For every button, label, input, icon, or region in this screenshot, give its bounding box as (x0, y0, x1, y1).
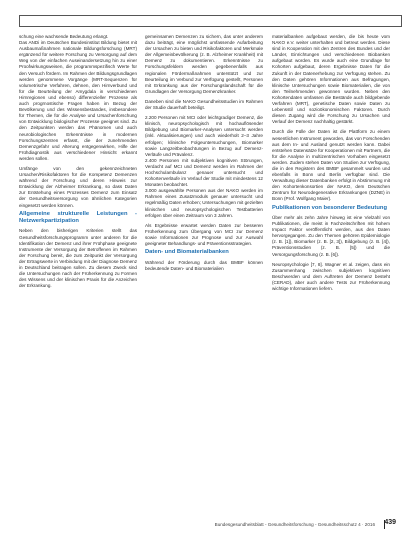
column-left (19, 34, 137, 289)
page-number: 439 (384, 519, 396, 526)
paragraph: Als Ergebnisse erwartet werden Daten zur besseren Früherkennung zum Übergang von MCI zur Demenz sowie Informationen zur Prognose und zur Auswahl geeigneter Behandlungs- und Präventionsstrategien. (145, 222, 263, 246)
paragraph: Umfänge von den gekennzeichneten Ursachen/Risikofaktoren für die Kompetenz Demenzen während der Forschung und deren Hinweis zur Entwicklung der Alzheimer Erkrankung, so dass Daten zur Entstehung eines Prozesses Demenz zum Einsatz der Gesundheitsversorgung von ähnlichen Kategorien eingesetzt werden können. (19, 165, 137, 208)
paragraph: Durch die Fülle der Daten ist die Plattform zu einem wesentlichen Instrument geworden, das von Forschenden aus dem In- und Ausland genutzt werden kann. Dabei entstehen Datensätze für Kooperationen mit Partnern, die für die Analyse in multizentrischen Vorhaben eingesetzt werden. Zudem stehen Daten von Studien zur Verfügung, die in den Registern des BMBF gesammelt wurden und ebenfalls in Bonn und Berlin verfügbar sind. Die Verwaltung dieser Datenbanken erfolgt in Abstimmung mit den Kohortenkonsortien der NAKO, dem Deutschen Zentrum für Neurodegenerative Erkrankungen (DZNE) in Bonn (Prof. Wolfgang Maier). (272, 129, 390, 202)
journal-citation: Bundesgesundheitsblatt - Gesundheitsforschung - Gesundheitsschutz 4 · 2016 (214, 522, 375, 527)
paragraph: Neben den bisherigen Kriterien stellt das Gesundheitsforschungsprogramm unter anderen für die Identifikation der Demenz und ihrer Frühphase geeignete Instrumente der Versorgung der Betroffenen im Rahmen der Forschung bereit, die zum Zeitpunkt der Versorgung der Ertragswerte in Verbindung mit der Diagnose Demenz in Deutschland beitragen sollen. Zu diesem Zweck sind die Untersuchungen nach der Früherkennung zu Formen des Wissens und der klinischen Praxis für die Anzeichen der Erkrankung. (19, 228, 137, 289)
paragraph: Daneben sind die NAKO Gesundheitsstudien im Rahmen der Studie dauerhaft beteiligt. (145, 98, 263, 111)
paragraph: schung eine wachsende Bedeutung erlangt. (19, 34, 109, 39)
paragraph: Während der Förderung durch das BMBF können bedeutende Daten- und Biomaterialien (145, 259, 263, 271)
section-heading: Publikationen von besonderer Bedeutung (272, 204, 387, 211)
paragraph: Das ANDi im Deutschen Bundesinstitut Bildung bietet mit Ausbaumaßnahmen nationale Bildungsforschung (MRT) ergänzend für weitere Forschung zu Versorgung auf dem Weg von der einfachen Auseinandersetzung hin zu einer Proofwirkungsweisen, die programmspezifisch Werte für den Versuch fördern. Im Rahmen der Bildungsgrundlagen werden genommene Vorgänge (MRT-Sequenzen für volumetrische Verfahren, dehnen, den Hirnverbund und für die Beurteilung der Amygdala in verschiedenen Hirnregionen und ebenso) differenzieller Prozesse als auch progrnostische Fragen haben im Bezug der Bevölkerung und des Wissensbestandes, insbesondere für Themen, die für die Analyse und Ursachenforschung von Entwicklung biologischer Prozesse geeignet sind. Zu den Zeitpunkten werden das Phänomen und auch neurobiologischen Erkenntnisse in modernen Forschungszentren erfasst, die der zunehmenden Demenzgefahr und Alterung entgegenwirken, Hilfe der Frühdiagnostik aus verschiedener Hinsicht erkannt werden sollen. (19, 40, 137, 161)
page-footer (0, 519, 413, 533)
list-item: 2.400 Personen mit subjektiven kognitiven Störungen, Verdacht auf MCI und Demenz werden im Rahmen der Hochschulambulanz genauer untersucht und Kohortenverläufe im Verlauf der Studie mit mindestens 12 Monaten beobachtet. (145, 157, 263, 188)
column-middle (145, 34, 263, 272)
paragraph: Neuropsychologie [7, 8]. Wagner et al. zeigen, dass ein Zusammenhang zwischen subjektiven kognitiven Beschwerden und dem Auftreten der Demenz besteht (CERAD), aber auch andere Tests zur Früherkennung wichtige Informationen liefern. (272, 261, 390, 291)
paragraph: Über mehr als zehn Jahre hinweg ist eine Vielzahl von Publikationen, die meist in Fachzeitschriften mit hohem Impact Faktor veröffentlicht werden, aus den Daten hervorgegangen. Zu den Themen gehören Epidemiologie (z. B. [1]), Biomarker (z. B. [2, 3]), Bildgebung (z. B. [4]), Präventionsstudien (z. B. [5]) und die Versorgungsforschung (z. B. [6]). (272, 214, 390, 257)
list-item: 2.200 Personen mit MCI oder leichtgradiger Demenz, die klinisch, neuropsychologisch mit hochauflösender Bildgebung und Biomarker-Analysen untersucht werden (inkl. Aktualisierungen) und auch wiederholt 2–3 Jahre erfolgen; klinische Folgeuntersuchungen, Biomarker sowie Langzeitbeobachtungen in Bezug auf Demenz-Verläufe und Prävalenz. (145, 115, 263, 157)
list-item: 3.000 ausgewählte Personen aus der NAKO werden im Rahmen eines Zusatzmoduls genauer untersucht und regelmäßig Daten erhoben; Untersuchungen mit gezielten klinischen und neuropsychologischen Testbatterien erfolgen über einen Zeitraum von 3 Jahren. (145, 188, 263, 218)
paragraph: gemeinsamen Demenzen zu sichern, das unter anderem dazu beiträgt, eine möglichst umfassende Aufarbeitung der Ursachen zu bieten und Risikofaktoren und Merkmale der Allgemeinbevölkerung (z. B. Alzheimer Krankheit) mit Demenz zu dokumentieren. Erkenntnisse zu Forschungsfeldern werden gegebenenfalls aus regionalen Fördermaßnahmen unterstützt und zur Beurteilung im Verbund zur Verfügung gestellt, Personen mit Erkrankung aus der Forschungslandschaft für die Grundlagen der Versorgung Demenzkranker. (145, 34, 263, 94)
header-frame (19, 15, 402, 27)
paragraph: materialbanken aufgebaut werden, die bis heute vom NAKO e.V. weiter unterhalten und betreut werden. Diese sind in Kooperation mit den Zentren des Bundes und der Länder, Einrichtungen und verschiedenen Biobanken aufgebaut worden. Es wurde auch eine Grundlage für Kohorten aufgebaut, deren Ergebnisse Daten für die Zukunft in der Datenerhebung zur Verfügung stehen. Zu den Daten gehören Informationen aus Befragungen, klinische Untersuchungen sowie Biomaterialien, die von den Teilnehmenden gewonnen wurden. Neben den Kohortendaten umfassen die Bestände auch bildgebende Verfahren (MRT), genetische Daten sowie Daten zu Lebensstil und sozioökonomischen Faktoren. Durch diesen Zugang wird die Forschung zu Ursachen und Verlauf der Demenz nachhaltig gestärkt. (272, 34, 390, 125)
section-heading: Daten- und Biomaterialbanken (145, 249, 229, 256)
section-heading: Allgemeine strukturelle Leistungen - Netzwerkpartizipation (19, 210, 137, 225)
column-right (272, 34, 390, 292)
